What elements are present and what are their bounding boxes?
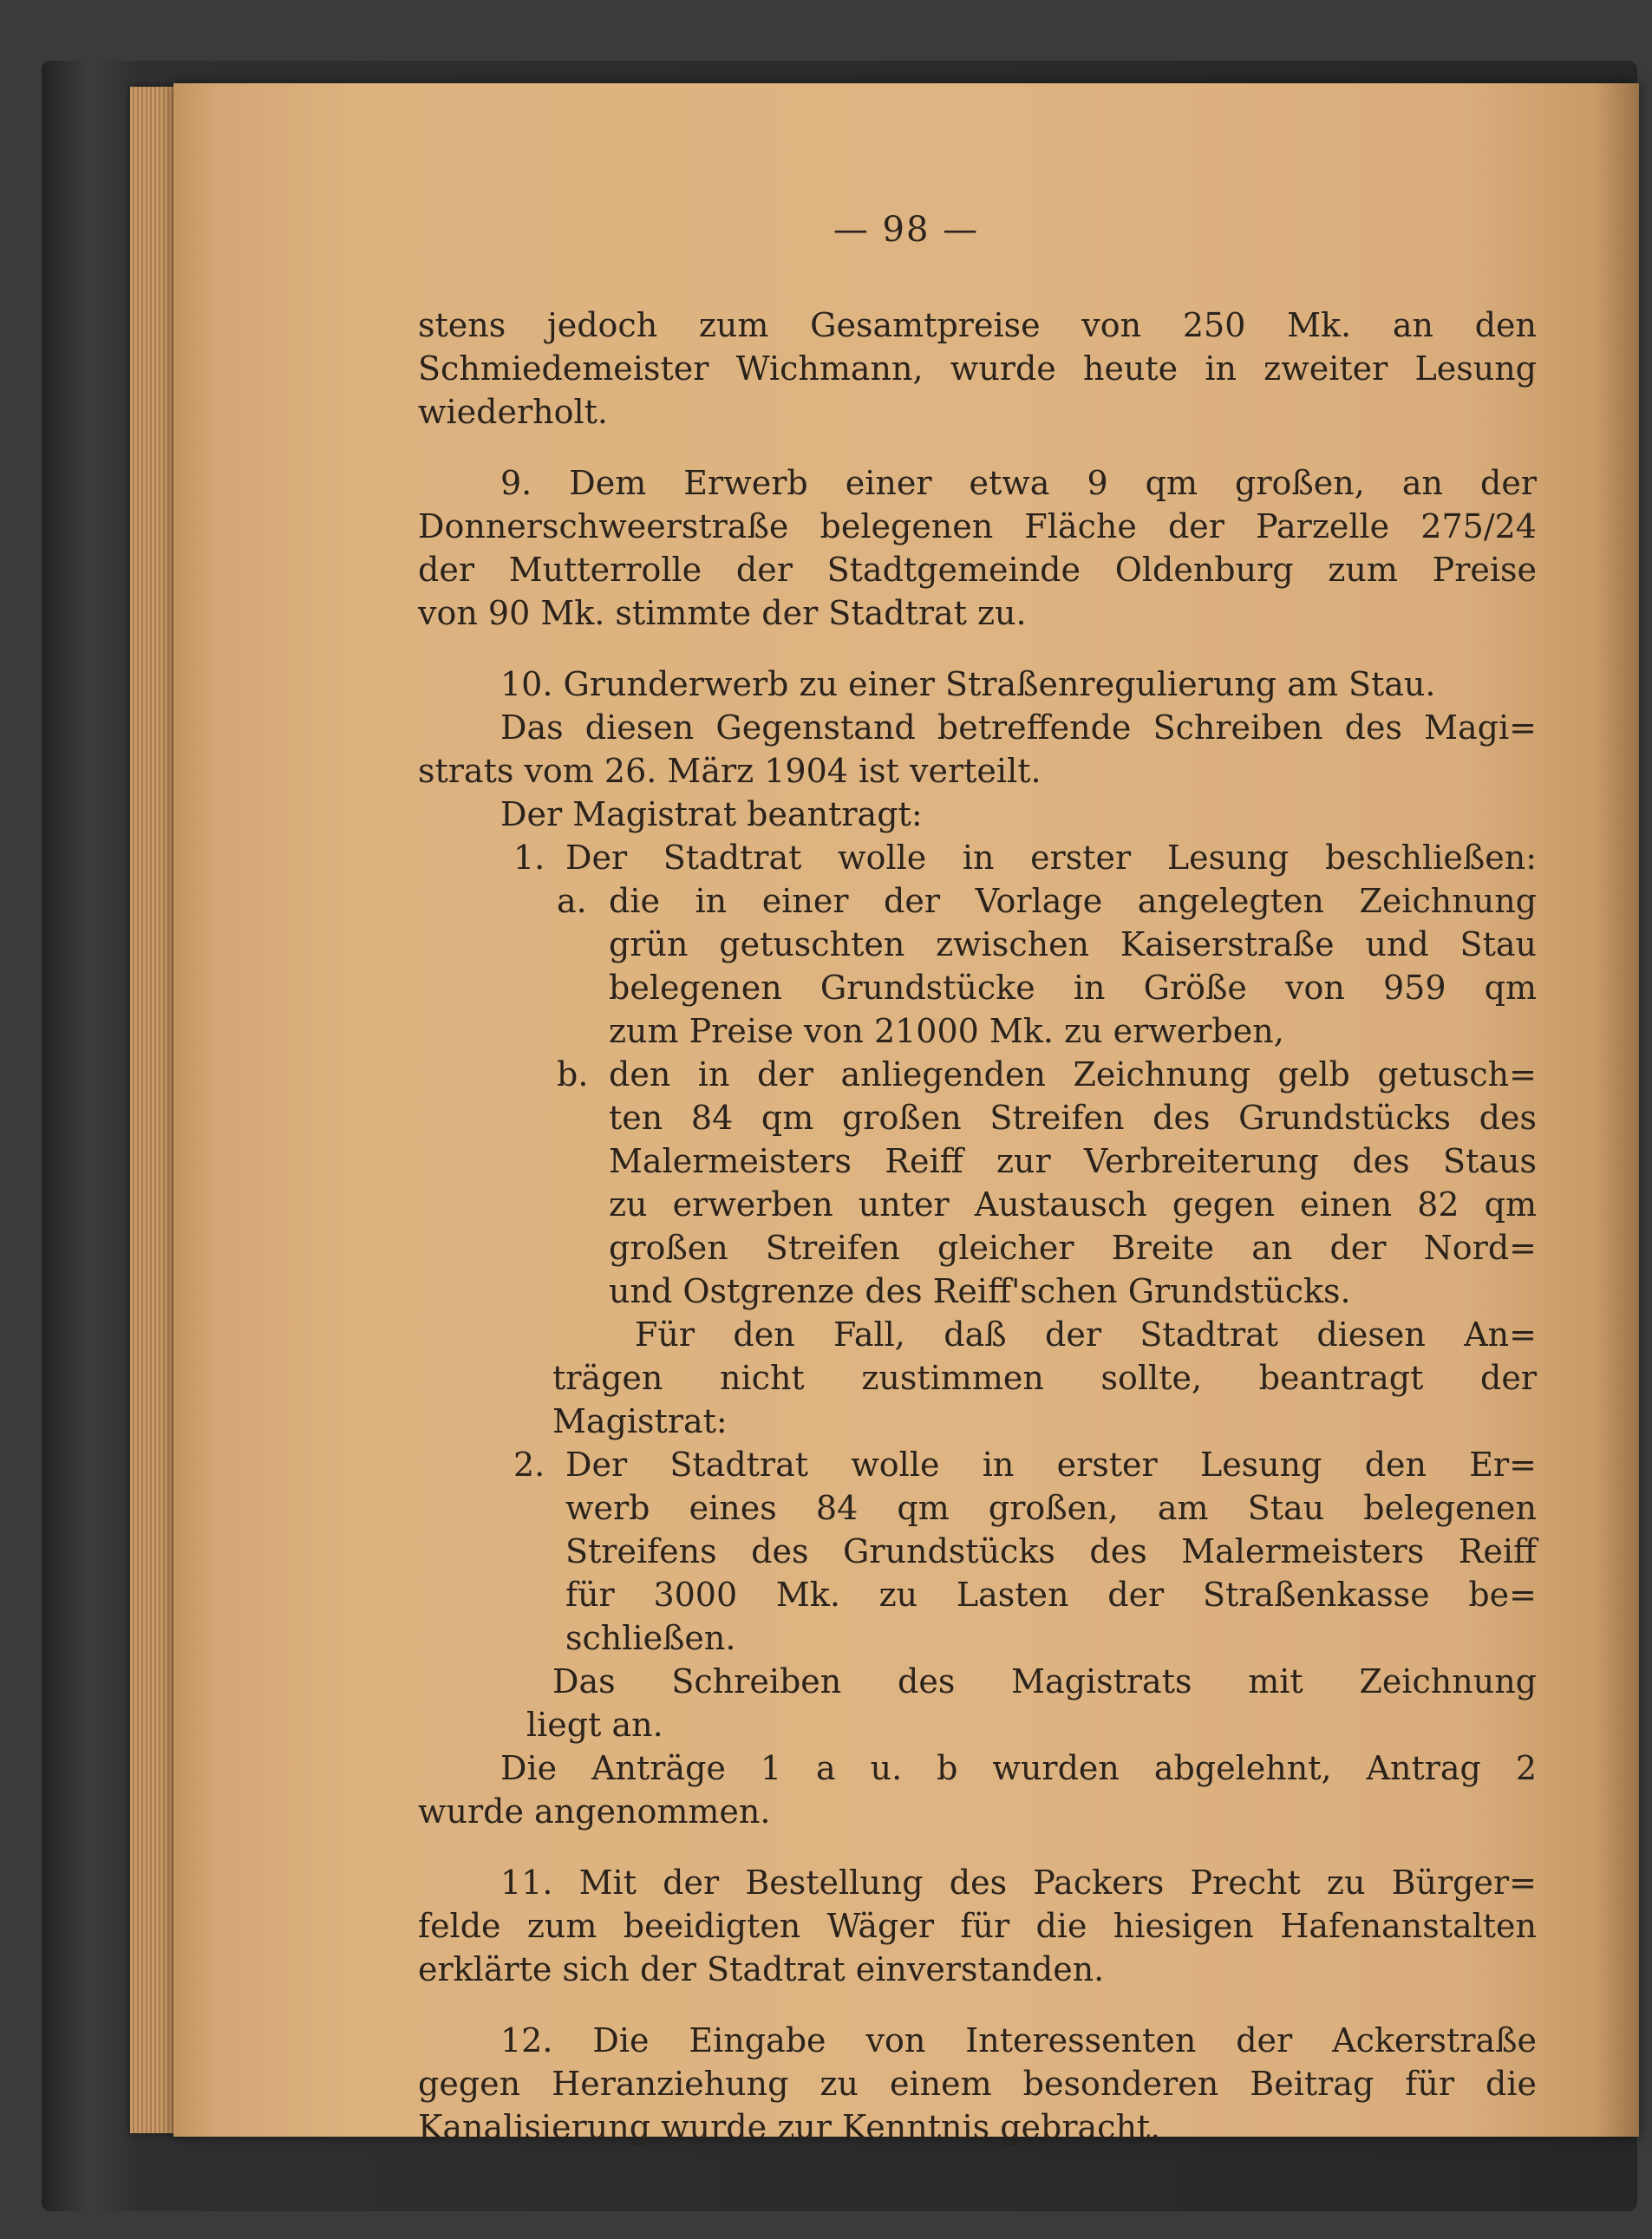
text-line: zu erwerben unter Austausch gegen einen 82 qm bbox=[609, 1185, 1537, 1224]
text-line: Schmiedemeister Wichmann, wurde heute in zweiter Lesung bbox=[418, 349, 1537, 388]
text-line: 9. Dem Erwerb einer etwa 9 qm großen, an der bbox=[500, 464, 1537, 502]
text-line: von 90 Mk. stimmte der Stadtrat zu. bbox=[418, 594, 1027, 632]
paragraph-item-11 bbox=[418, 1861, 1537, 1991]
text-line: Der Stadtrat wolle in erster Lesung den Er= bbox=[565, 1446, 1537, 1484]
motion-1b bbox=[557, 1053, 1537, 1313]
motion-1-label: 1. bbox=[513, 839, 545, 877]
motion-1a-label: a. bbox=[557, 882, 587, 920]
text-line: Malermeisters Reiff zur Verbreiterung des Staus bbox=[609, 1142, 1537, 1180]
paragraph-item-12 bbox=[418, 2019, 1537, 2149]
text-line: liegt an. bbox=[526, 1706, 663, 1744]
text-line: den in der anliegenden Zeichnung gelb getusch= bbox=[609, 1055, 1537, 1093]
page-number: — 98 — bbox=[833, 210, 980, 250]
text-line: grün getuschten zwischen Kaiserstraße und Stau bbox=[609, 925, 1537, 963]
text-line: Für den Fall, daß der Stadtrat diesen An= bbox=[635, 1315, 1537, 1354]
text-line: Donnerschweerstraße belegenen Fläche der Parzelle 275/24 bbox=[418, 507, 1537, 545]
motion-2-label: 2. bbox=[513, 1446, 545, 1484]
motion-2 bbox=[513, 1443, 1537, 1660]
text-line: Magistrat: bbox=[552, 1402, 728, 1440]
vote-result bbox=[418, 1746, 1537, 1833]
item-10-heading: 10. Grunderwerb zu einer Straßenregulierung am Stau. bbox=[500, 665, 1436, 703]
text-line: Die Anträge 1 a u. b wurden abgelehnt, Antrag 2 bbox=[500, 1749, 1537, 1787]
paragraph-item-9 bbox=[418, 461, 1537, 635]
text-line: großen Streifen gleicher Breite an der Nord= bbox=[609, 1229, 1537, 1267]
text-line: für 3000 Mk. zu Lasten der Straßenkasse be= bbox=[565, 1576, 1537, 1614]
paragraph-continuation bbox=[418, 304, 1537, 434]
text-line: Das Schreiben des Magistrats mit Zeichnung bbox=[552, 1662, 1537, 1700]
text-line: trägen nicht zustimmen sollte, beantragt der bbox=[552, 1359, 1537, 1397]
alternative-clause bbox=[418, 1313, 1537, 1443]
text-line: strats vom 26. März 1904 ist verteilt. bbox=[418, 752, 1041, 790]
text-line: die in einer der Vorlage angelegten Zeichnung bbox=[609, 882, 1537, 920]
page-text bbox=[418, 304, 1537, 2149]
text-line: zum Preise von 21000 Mk. zu erwerben, bbox=[609, 1012, 1284, 1050]
text-line: Streifens des Grundstücks des Malermeisters Reiff bbox=[565, 1532, 1537, 1570]
text-line: Das diesen Gegenstand betreffende Schreiben des Magi= bbox=[500, 708, 1537, 747]
text-line: ten 84 qm großen Streifen des Grundstücks des bbox=[609, 1099, 1537, 1137]
attachment-note bbox=[418, 1660, 1537, 1746]
text-line: gegen Heranziehung zu einem besonderen Beitrag für die bbox=[418, 2065, 1537, 2103]
text-line: 12. Die Eingabe von Interessenten der Ackerstraße bbox=[500, 2021, 1537, 2059]
text-line: erklärte sich der Stadtrat einverstanden. bbox=[418, 1950, 1105, 1988]
text-line: wurde angenommen. bbox=[418, 1792, 771, 1831]
motion-1 bbox=[513, 836, 1537, 879]
text-line: Kanalisierung wurde zur Kenntnis gebracht. bbox=[418, 2108, 1161, 2146]
paragraph-item-10 bbox=[418, 663, 1537, 1833]
text-line: Der Stadtrat wolle in erster Lesung beschließen: bbox=[565, 839, 1537, 877]
text-line: 11. Mit der Bestellung des Packers Precht zu Bürger= bbox=[500, 1864, 1537, 1902]
text-line: der Mutterrolle der Stadtgemeinde Oldenburg zum Preise bbox=[418, 551, 1537, 589]
text-line: und Ostgrenze des Reiff'schen Grundstücks. bbox=[609, 1272, 1351, 1310]
motion-1a bbox=[557, 879, 1537, 1053]
text-line: felde zum beeidigten Wäger für die hiesigen Hafenanstalten bbox=[418, 1907, 1537, 1945]
motion-1b-label: b. bbox=[557, 1055, 589, 1093]
text-line: belegenen Grundstücke in Größe von 959 qm bbox=[609, 969, 1537, 1007]
text-line: wiederholt. bbox=[418, 393, 609, 431]
text-line: werb eines 84 qm großen, am Stau belegenen bbox=[565, 1489, 1537, 1527]
text-line: Der Magistrat beantragt: bbox=[500, 795, 923, 833]
text-line: stens jedoch zum Gesamtpreise von 250 Mk. an den bbox=[418, 306, 1537, 344]
text-line: schließen. bbox=[565, 1619, 736, 1657]
